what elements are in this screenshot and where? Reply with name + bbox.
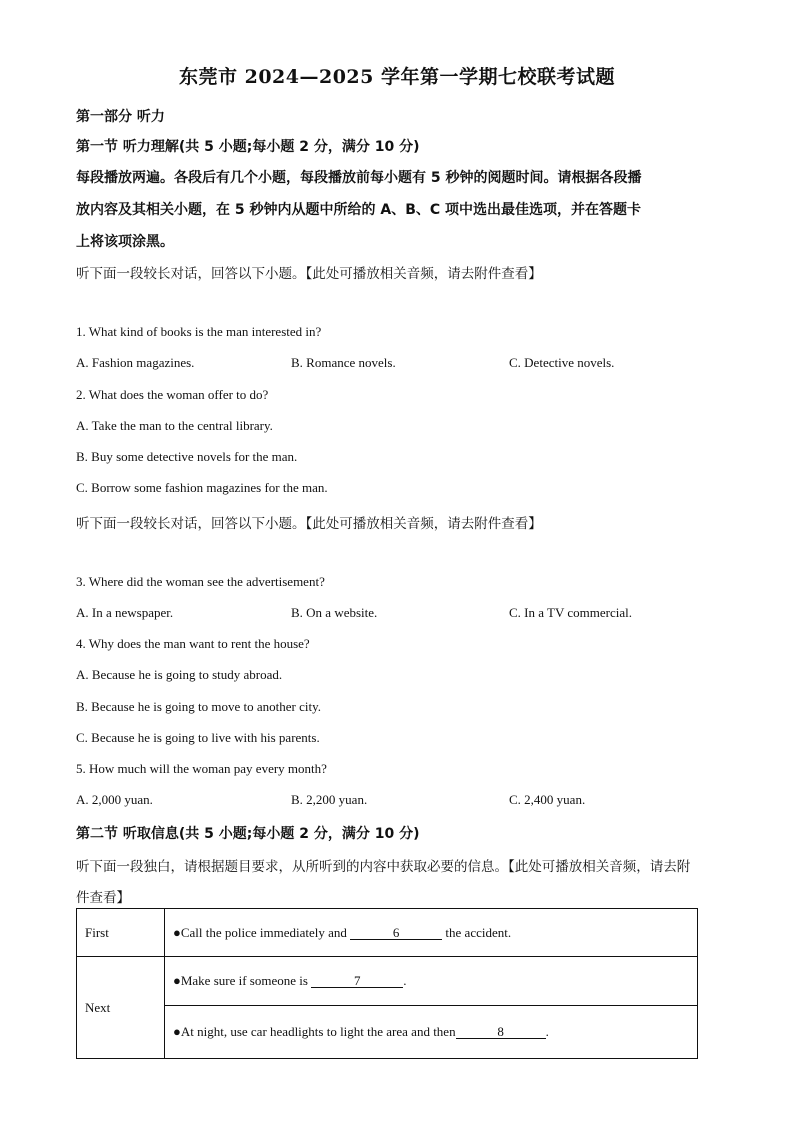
answer-blank-6[interactable]: 6 xyxy=(350,926,442,940)
question-stem: 3. Where did the woman see the advertisement? xyxy=(76,574,325,589)
row-content xyxy=(165,909,698,957)
answer-blank-7[interactable]: 7 xyxy=(311,974,403,988)
option-c: C. Because he is going to live with his parents. xyxy=(76,730,320,745)
audio-note: 听下面一段较长对话，回答以下小题。【此处可播放相关音频，请去附件查看】 xyxy=(76,516,542,532)
row-text-after: . xyxy=(403,973,407,988)
part1-heading: 第一部分 听力 xyxy=(76,109,165,125)
instruction-line-2: 放内容及其相关小题，在 5 秒钟内从题中所给的 A、B、C 项中选出最佳选项，并在答题卡 xyxy=(76,202,642,218)
option-a: A. Fashion magazines. xyxy=(76,355,195,370)
row-text-after: . xyxy=(545,1024,549,1039)
section1-heading: 第一节 听力理解(共 5 小题;每小题 2 分，满分 10 分) xyxy=(76,139,420,155)
option-b: B. Because he is going to move to another city. xyxy=(76,699,322,714)
option-a: A. Because he is going to study abroad. xyxy=(76,667,283,682)
option-c: C. Borrow some fashion magazines for the man. xyxy=(76,480,328,495)
option-b: B. On a website. xyxy=(291,605,378,620)
row-text-before: ●Make sure if someone is xyxy=(173,973,312,988)
option-a: A. In a newspaper. xyxy=(76,605,174,620)
table-row xyxy=(77,1006,698,1059)
section2-instruction-2: 件查看】 xyxy=(76,890,130,906)
section2-heading: 第二节 听取信息(共 5 小题;每小题 2 分，满分 10 分) xyxy=(76,826,420,842)
option-c: C. 2,400 yuan. xyxy=(509,792,586,807)
row-text-before: ●Call the police immediately and xyxy=(173,924,351,940)
audio-note: 听下面一段较长对话，回答以下小题。【此处可播放相关音频，请去附件查看】 xyxy=(76,266,542,282)
question-stem: 1. What kind of books is the man interested in? xyxy=(76,324,322,339)
row-head: First xyxy=(77,909,165,957)
option-a: A. 2,000 yuan. xyxy=(76,792,153,807)
row-text-before: ●At night, use car headlights to light the area and then xyxy=(173,1024,456,1039)
question-stem: 4. Why does the man want to rent the house? xyxy=(76,636,310,651)
option-b: B. Romance novels. xyxy=(291,355,396,370)
question-stem: 5. How much will the woman pay every month? xyxy=(76,761,327,776)
section2-instruction-1: 听下面一段独白，请根据题目要求，从所听到的内容中获取必要的信息。【此处可播放相关音频，请去附 xyxy=(76,859,691,875)
instruction-line-1: 每段播放两遍。各段后有几个小题，每段播放前每小题有 5 秒钟的阅题时间。请根据各段播 xyxy=(76,170,642,186)
option-c: C. Detective novels. xyxy=(509,355,615,370)
option-c: C. In a TV commercial. xyxy=(509,605,632,620)
option-b: B. Buy some detective novels for the man. xyxy=(76,449,298,464)
information-table xyxy=(76,908,698,1059)
answer-blank-8[interactable]: 8 xyxy=(456,1025,546,1039)
table-row xyxy=(77,957,698,1006)
instruction-line-3: 上将该项涂黑。 xyxy=(76,234,174,250)
table-row xyxy=(77,909,698,957)
option-a: A. Take the man to the central library. xyxy=(76,418,273,433)
question-stem: 2. What does the woman offer to do? xyxy=(76,387,269,402)
row-content xyxy=(165,957,698,1006)
option-b: B. 2,200 yuan. xyxy=(291,792,368,807)
row-head: Next xyxy=(77,957,165,1059)
row-content xyxy=(165,1006,698,1059)
row-text-after: the accident. xyxy=(442,924,512,940)
exam-title: 东莞市 2024—2025 学年第一学期七校联考试题 xyxy=(179,66,615,88)
